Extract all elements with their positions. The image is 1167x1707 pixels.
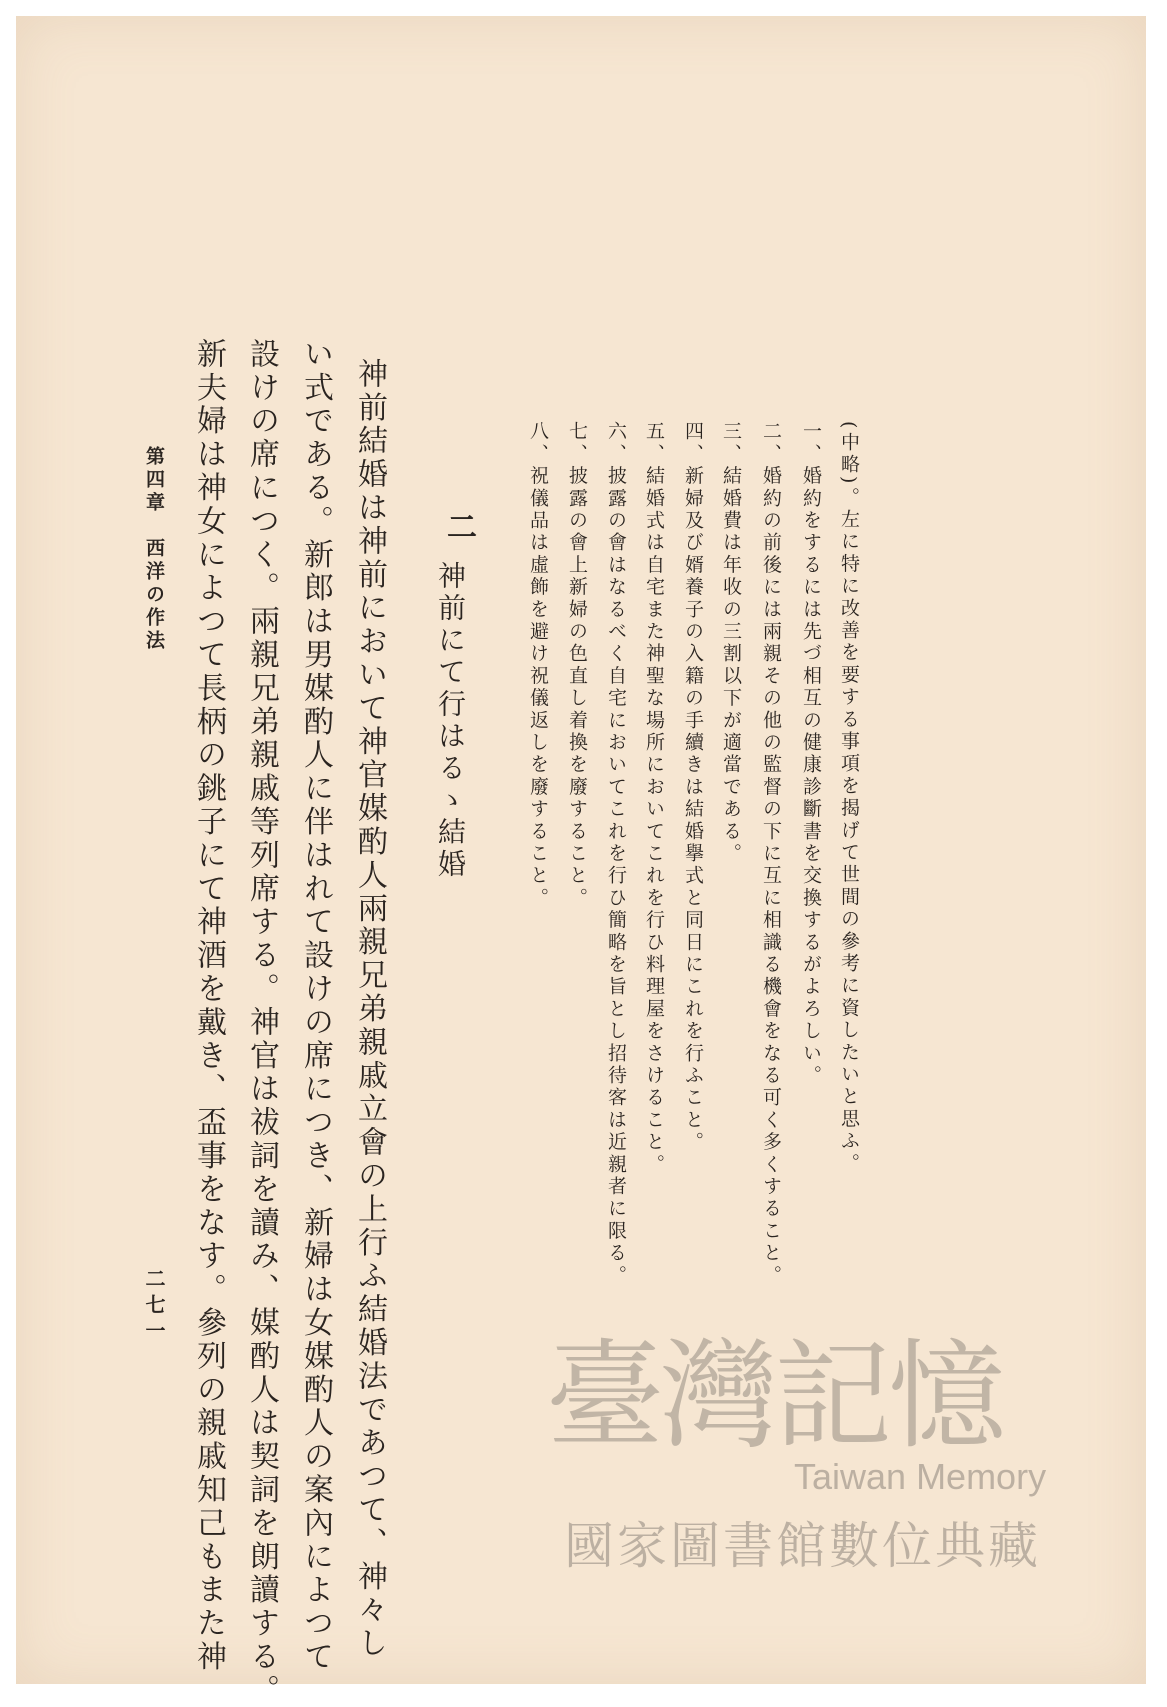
rule-item: 六、披露の會はなるべく自宅においてこれを行ひ簡略を旨とし招待客は近親者に限る。: [605, 421, 627, 1287]
rule-item: 四、新婦及び婿養子の入籍の手續きは結婚擧式と同日にこれを行ふこと。: [682, 421, 704, 1154]
watermark-library: 國家圖書館數位典藏: [564, 1517, 1041, 1575]
intro-line: (中略)。左に特に改善を要する事項を揭げて世間の參考に資したいと思ふ。: [838, 421, 860, 1175]
page-number: 二七一: [142, 1268, 166, 1346]
body-line: 神前結婚は神前において神官媒酌人兩親兄弟親戚立會の上行ふ結婚法であつて、神々し: [352, 358, 387, 1661]
document-page: [16, 16, 1146, 1707]
watermark-english: Taiwan Memory: [794, 1456, 1047, 1497]
chapter-footer: 第四章 西洋の作法: [143, 446, 165, 653]
section-number: 二: [441, 511, 476, 541]
body-line: い式である。新郎は男媒酌人に伴はれて設けの席につき、新婦は女媒酌人の案內によつて: [298, 338, 333, 1674]
rule-item: 五、結婚式は自宅また神聖な場所においてこれを行ひ料理屋をさけること。: [643, 421, 665, 1176]
rule-item: 三、結婚費は年收の三割以下が適當である。: [720, 421, 742, 865]
body-line: 新夫婦は神女によつて長柄の銚子にて神酒を戴き、盃事をなす。參列の親戚知己もまた神: [191, 338, 226, 1674]
body-line: 設けの席につく。兩親兄弟親戚等列席する。神官は祓詞を讀み、媒酌人は契詞を朗讀する。: [244, 338, 279, 1707]
watermark-logo: 臺灣記憶: [546, 1327, 1003, 1465]
rule-item: 二、婚約の前後には兩親その他の監督の下に互に相識る機會をなる可く多くすること。: [760, 421, 782, 1287]
rule-item: 八、祝儀品は虛飾を避け祝儀返しを廢すること。: [527, 421, 549, 910]
section-title: 神前にて行はるゝ結婚: [434, 561, 467, 881]
rule-item: 一、婚約をするには先づ相互の健康診斷書を交換するがよろしい。: [800, 421, 822, 1087]
rule-item: 七、披露の會上新婦の色直し着換を廢すること。: [566, 421, 588, 910]
